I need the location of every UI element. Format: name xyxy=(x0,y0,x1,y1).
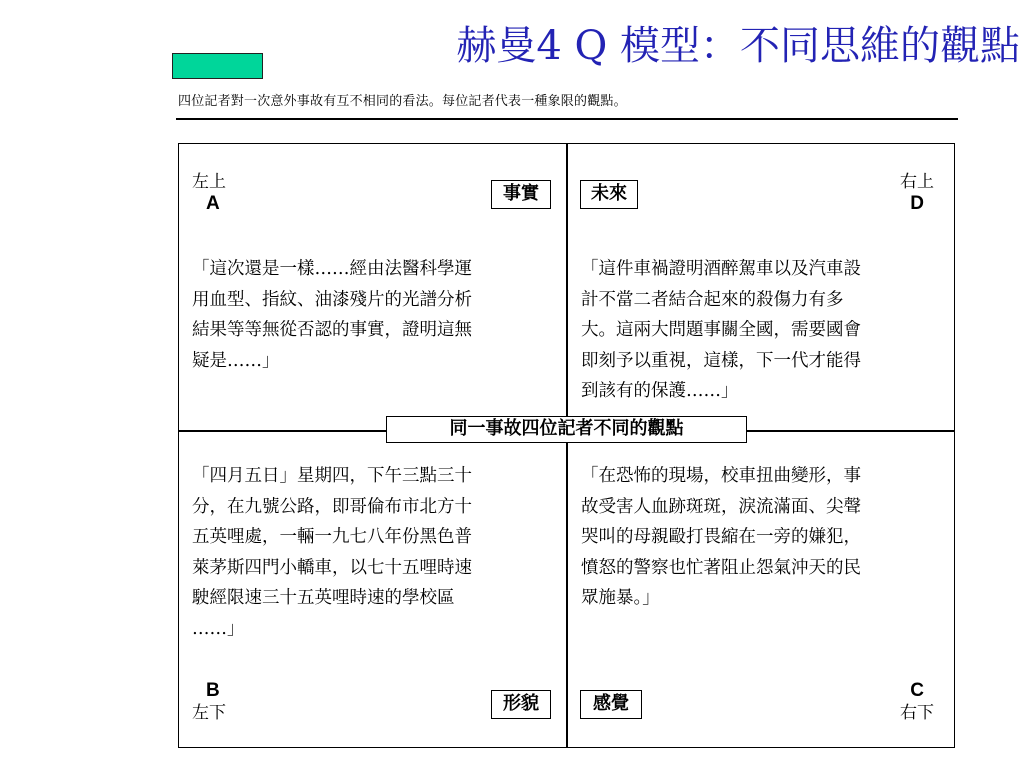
quote-line: 到該有的保護……」 xyxy=(581,381,739,401)
quote-line: 大。這兩大問題事關全國，需要國會 xyxy=(581,320,861,340)
quote-line: 「在恐怖的現場，校車扭曲變形，事 xyxy=(581,466,861,486)
quote-line: 用血型、指紋、油漆殘片的光譜分析 xyxy=(192,289,472,310)
quote-line: 駛經限速三十五英哩時速的學校區 xyxy=(192,588,455,608)
quote-line: 哭叫的母親毆打畏縮在一旁的嫌犯， xyxy=(581,527,861,547)
quote-line: ……」 xyxy=(192,618,245,639)
bottom-right-quote xyxy=(581,461,861,614)
page-title: 赫曼4 Q 模型：不同思維的觀點 xyxy=(456,23,1020,69)
bottom-right-corner xyxy=(900,680,934,724)
top-left-letter: A xyxy=(206,193,220,214)
top-right-corner xyxy=(900,171,934,215)
quote-line: 疑是……」 xyxy=(192,350,280,371)
green-marker xyxy=(172,53,263,79)
center-label: 同一事故四位記者不同的觀點 xyxy=(386,416,747,443)
bottom-left-corner xyxy=(192,680,226,724)
bottom-left-quote xyxy=(192,461,472,644)
quote-line: 萊茅斯四門小轎車，以七十五哩時速 xyxy=(192,557,472,578)
quote-line: 「這次還是一樣……經由法醫科學運 xyxy=(192,259,472,279)
bottom-left-position: 左下 xyxy=(192,703,226,723)
quote-line: 故受害人血跡斑斑，淚流滿面、尖聲 xyxy=(581,496,861,517)
subtitle: 四位記者對一次意外事故有互不相同的看法。每位記者代表一種象限的觀點。 xyxy=(178,94,627,109)
quote-line: 五英哩處，一輛一九七八年份黑色普 xyxy=(192,527,472,547)
quote-line: 結果等等無從否認的事實，證明這無 xyxy=(192,320,472,340)
top-left-corner xyxy=(192,171,226,215)
top-right-quote xyxy=(581,254,861,407)
top-right-position: 右上 xyxy=(900,172,934,192)
divider-rule xyxy=(176,118,958,120)
bottom-right-position: 右下 xyxy=(900,703,934,723)
bottom-left-tag: 形貌 xyxy=(491,690,551,719)
top-left-tag: 事實 xyxy=(491,180,551,209)
quote-line: 憤怒的警察也忙著阻止怨氣沖天的民 xyxy=(581,557,861,578)
bottom-right-letter: C xyxy=(910,680,924,701)
quote-line: 計不當二者結合起來的殺傷力有多 xyxy=(581,289,844,310)
quote-line: 「這件車禍證明酒醉駕車以及汽車設 xyxy=(581,259,861,279)
bottom-right-tag: 感覺 xyxy=(580,690,642,719)
quote-line: 眾施暴。」 xyxy=(581,588,660,608)
vertical-divider xyxy=(566,143,568,748)
top-left-quote xyxy=(192,254,472,376)
quote-line: 分，在九號公路，即哥倫布市北方十 xyxy=(192,496,472,517)
top-left-position: 左上 xyxy=(192,172,226,192)
top-right-letter: D xyxy=(910,193,924,214)
quote-line: 即刻予以重視，這樣，下一代才能得 xyxy=(581,350,861,371)
bottom-left-letter: B xyxy=(206,680,220,701)
top-right-tag: 未來 xyxy=(580,180,638,209)
quote-line: 「四月五日」星期四，下午三點三十 xyxy=(192,466,472,486)
